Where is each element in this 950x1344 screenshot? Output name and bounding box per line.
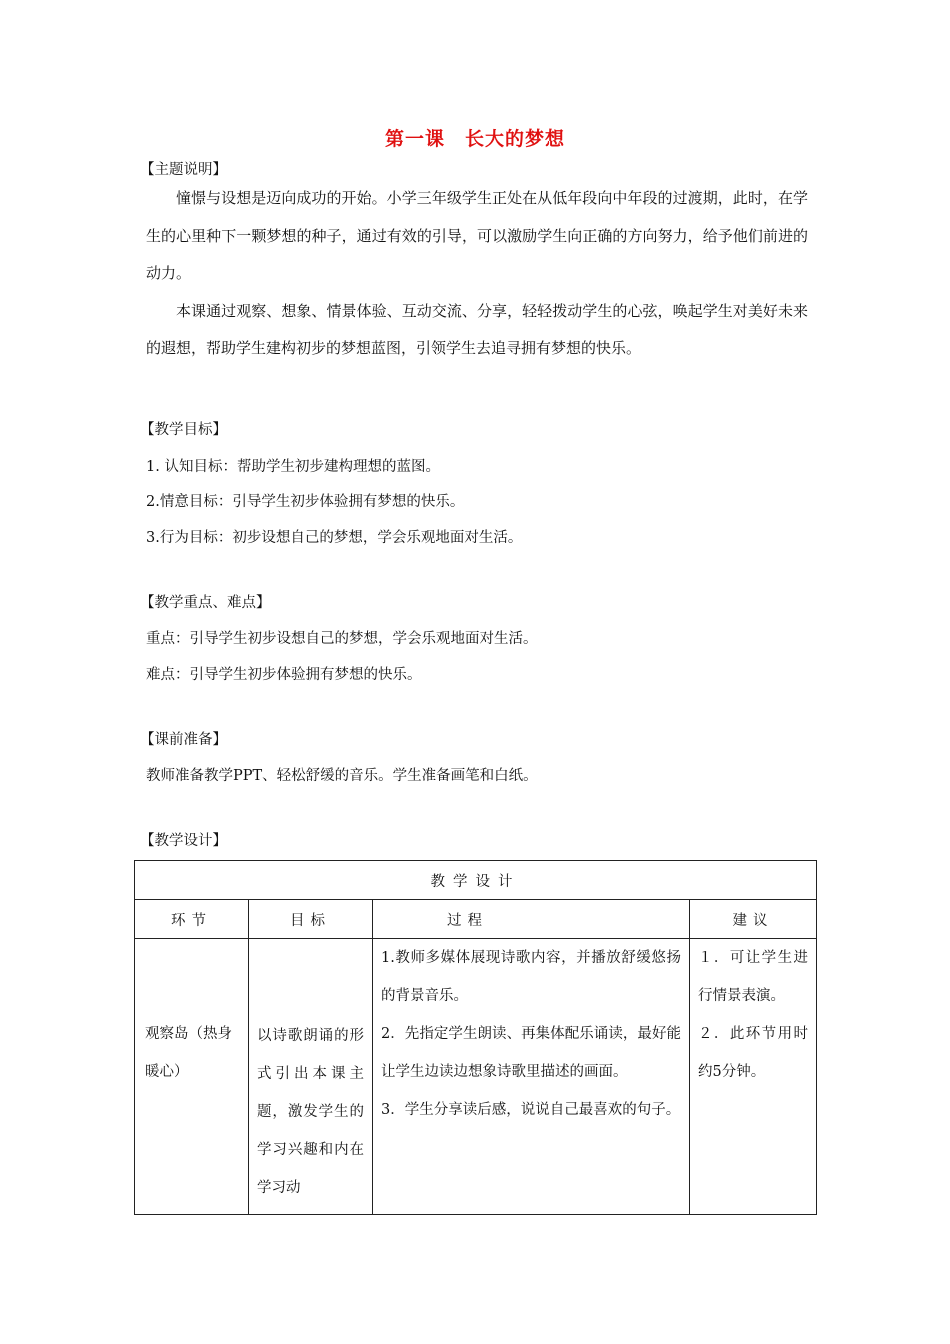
goal-item: 1. 认知目标：帮助学生初步建构理想的蓝图。 [146, 459, 440, 475]
keypoint-item: 难点：引导学生初步体验拥有梦想的快乐。 [146, 667, 422, 683]
goal-cell [249, 939, 373, 1215]
keypoint-item: 重点：引导学生初步设想自己的梦想，学会乐观地面对生活。 [146, 631, 538, 647]
keypoints-heading: 【教学重点、难点】 [140, 595, 271, 611]
process-step: 2．先指定学生朗读、再集体配乐诵读，最好能让学生边读边想象诗歌里描述的画面。 [381, 1026, 681, 1080]
stage-cell [135, 939, 249, 1215]
header-process: 过程 [373, 900, 690, 939]
design-heading: 【教学设计】 [140, 833, 227, 849]
suggestion-cell [690, 939, 817, 1215]
table-header-row [135, 900, 817, 939]
process-step: 1.教师多媒体展现诗歌内容，并播放舒缓悠扬的背景音乐。 [381, 950, 681, 1004]
teaching-design-table [134, 860, 817, 1215]
goal-item: 3.行为目标：初步设想自己的梦想，学会乐观地面对生活。 [146, 530, 523, 546]
stage-text: 观察岛（热身暖心） [145, 1026, 232, 1080]
header-suggestion: 建议 [690, 900, 817, 939]
theme-paragraph: 本课通过观察、想象、情景体验、互动交流、分享，轻轻拨动学生的心弦，唤起学生对美好未来的遐想，帮助学生建构初步的梦想蓝图，引领学生去追寻拥有梦想的快乐。 [146, 301, 808, 357]
process-step: 3．学生分享读后感，说说自己最喜欢的句子。 [381, 1102, 681, 1118]
suggestion-item: １．可让学生进行情景表演。 [698, 950, 808, 1004]
process-cell [373, 939, 690, 1215]
prep-heading: 【课前准备】 [140, 732, 227, 748]
goal-text: 以诗歌朗诵的形式引出本课主题，激发学生的学习兴趣和内在学习动 [257, 1028, 364, 1196]
suggestion-item: ２．此环节用时约5分钟。 [698, 1026, 808, 1080]
lesson-title: 第一课 长大的梦想 [384, 128, 565, 150]
header-stage: 环节 [135, 900, 249, 939]
table-row [135, 939, 817, 1215]
header-goal: 目标 [249, 900, 373, 939]
table-caption: 教学设计 [135, 861, 817, 900]
theme-paragraphs [146, 180, 808, 368]
prep-text: 教师准备教学PPT、轻松舒缓的音乐。学生准备画笔和白纸。 [146, 768, 538, 784]
goals-heading: 【教学目标】 [140, 422, 227, 438]
theme-paragraph: 憧憬与设想是迈向成功的开始。小学三年级学生正处在从低年段向中年段的过渡期，此时，在学生的心里种下一颗梦想的种子，通过有效的引导，可以激励学生向正确的方向努力，给予他们前进的动力。 [146, 189, 808, 282]
goal-item: 2.情意目标：引导学生初步体验拥有梦想的快乐。 [146, 494, 465, 510]
theme-heading: 【主题说明】 [140, 162, 227, 178]
